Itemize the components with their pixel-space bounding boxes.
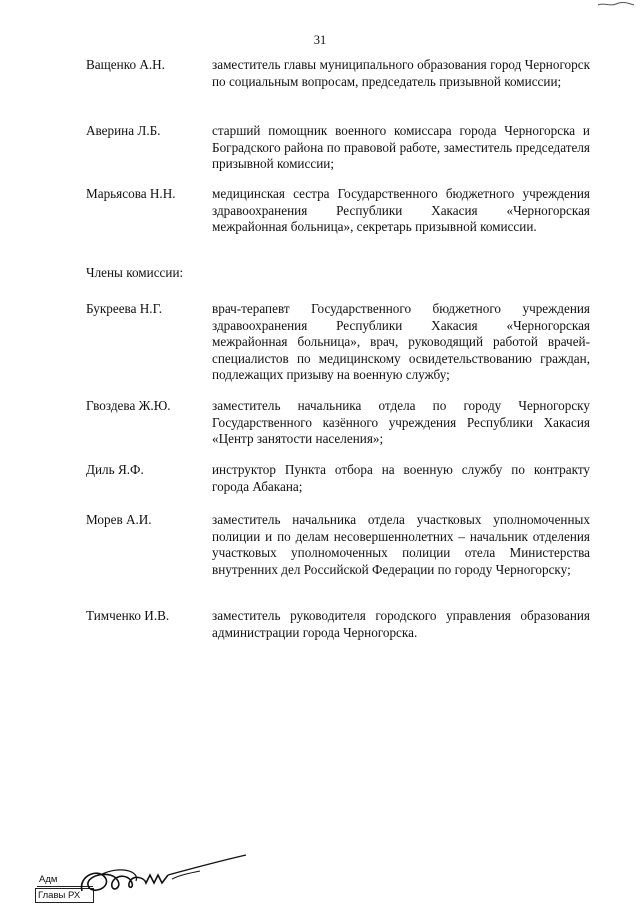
stamp-line: Адм — [37, 873, 93, 887]
person-name: Диль Я.Ф. — [86, 462, 144, 477]
commission-entry — [86, 462, 590, 495]
members-heading: Члены комиссии: — [86, 265, 184, 280]
commission-entry — [86, 398, 590, 448]
person-role: заместитель начальника отдела участковых уполномоченных полиции и по делам несовершеннолетних – начальник отделения участковых уполномоченных полиции отела Министерства внутренних дел Российской Федерации по городу Черногорску; — [212, 512, 590, 577]
commission-entry — [86, 57, 590, 90]
person-name: Гвоздева Ж.Ю. — [86, 398, 171, 413]
commission-entry — [86, 512, 590, 578]
page-number: 31 — [313, 33, 327, 47]
person-role: заместитель главы муниципального образования город Черногорск по социальным вопросам, председатель призывной комиссии; — [212, 57, 590, 89]
person-role: заместитель начальника отдела по городу Черногорску Государственного казённого учреждения Республики Хакасия «Центр занятости населения»; — [212, 398, 590, 446]
commission-entry — [86, 186, 590, 236]
commission-entry — [86, 123, 590, 173]
person-role: врач-терапевт Государственного бюджетного учреждения здравоохранения Республики Хакасия «Черногорская межрайонная больница», врач, руководящий работой врачей-специалистов по медицинскому освидетельствованию граждан, подлежащих призыву на военную службу; — [212, 301, 590, 382]
person-name: Морев А.И. — [86, 512, 152, 527]
scan-mark-icon — [596, 0, 636, 8]
person-name: Марьясова Н.Н. — [86, 186, 176, 201]
commission-entry — [86, 301, 590, 384]
person-role: старший помощник военного комиссара города Черногорска и Боградского района по правовой работе, заместитель председателя призывной комиссии; — [212, 123, 590, 171]
person-name: Тимченко И.В. — [86, 608, 170, 623]
person-name: Ващенко А.Н. — [86, 57, 165, 72]
person-role: медицинская сестра Государственного бюджетного учреждения здравоохранения Республики Хакасия «Черногорская межрайонная больница», секретарь призывной комиссии. — [212, 186, 590, 234]
commission-entry — [86, 608, 590, 641]
stamp-line: Главы РХ — [35, 888, 94, 903]
person-role: инструктор Пункта отбора на военную службу по контракту города Абакана; — [212, 462, 590, 494]
person-role: заместитель руководителя городского управления образования администрации города Черногорска. — [212, 608, 590, 640]
person-name: Букреева Н.Г. — [86, 301, 163, 316]
person-name: Аверина Л.Б. — [86, 123, 161, 138]
signature-icon — [60, 845, 250, 905]
